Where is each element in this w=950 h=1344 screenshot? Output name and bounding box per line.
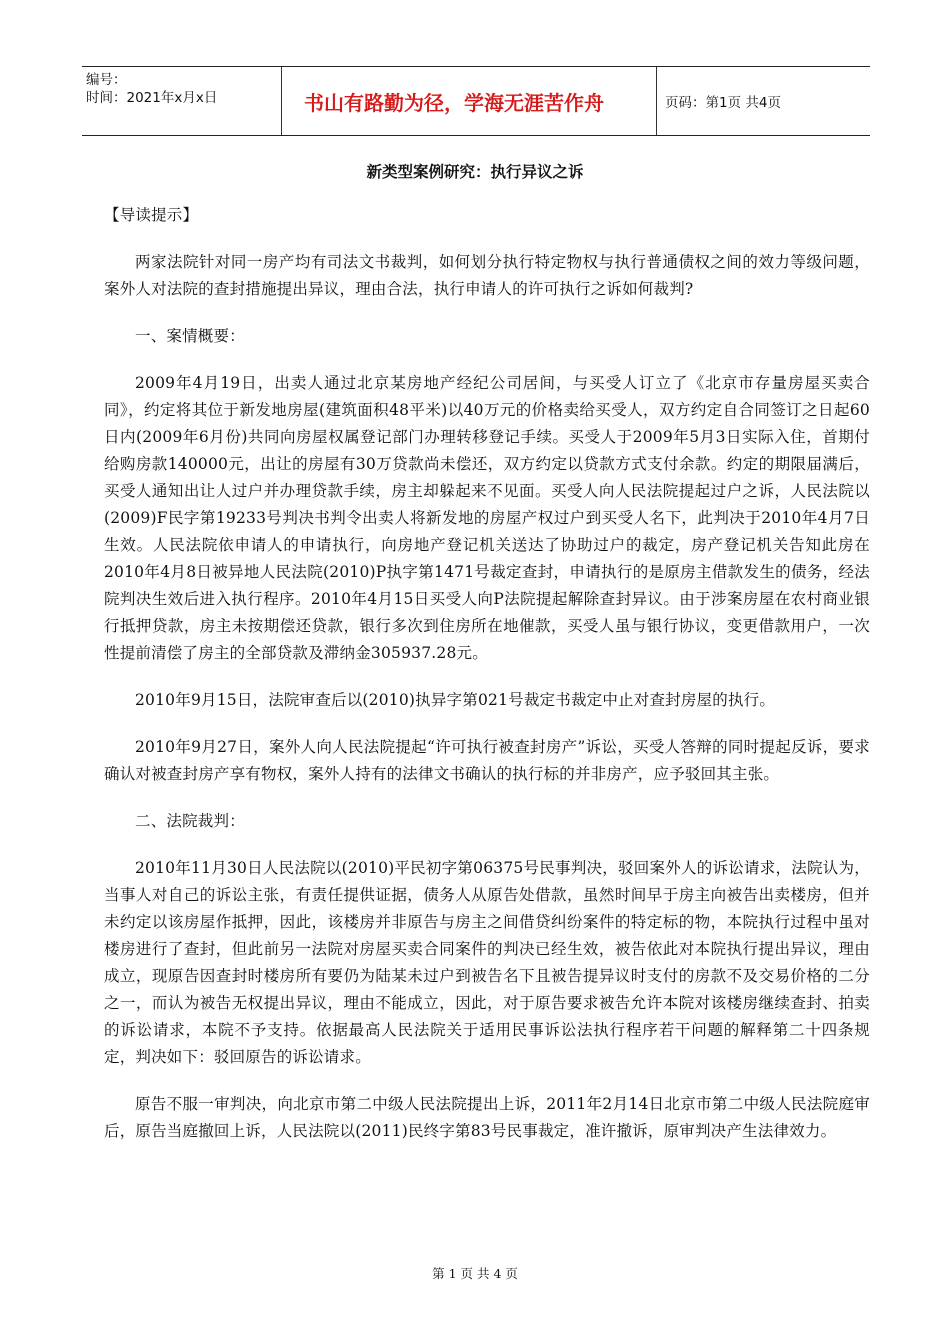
page-footer: 第 1 页 共 4 页 xyxy=(432,1266,518,1281)
document-number-label: 编号： xyxy=(86,72,127,88)
header-table xyxy=(82,66,870,136)
header-page-cell xyxy=(657,67,870,135)
header-motto: 书山有路勤为径，学海无涯苦作舟 xyxy=(304,90,604,115)
case-paragraph-1: 2009年4月19日，出卖人通过北京某房地产经纪公司居间，与买受人订立了《北京市存量房屋买卖合同》，约定将其位于新发地房屋(建筑面积48平米)以40万元的价格卖给买受人，双方约定自合同签订之日起60日内(2009年6月份)共同向房屋权属登记部门办理转移登记手续。买受人于2009年5月3日实际入住，首期付给购房款140000元，出让的房屋有30万贷款尚未偿还，双方约定以贷款方式支付余款。约定的期限届满后，买受人通知出让人过户并办理贷款手续，房主却躲起来不见面。买受人向人民法院提起过户之诉，人民法院以(2009)F民字第19233号判决书判令出卖人将新发地的房屋产权过户到买受人名下，此判决于2010年4月7日生效。人民法院依申请人的申请执行，向房地产登记机关送达了协助过户的裁定，房产登记机关告知此房在2010年4月8日被异地人民法院(2010)P执字第1471号裁定查封，申请执行的是原房主借款发生的债务，经法院判决生效后进入执行程序。2010年4月15日买受人向P法院提起解除查封异议。由于涉案房屋在农村商业银行抵押贷款，房主未按期偿还贷款，银行多次到住房所在地催款，买受人虽与银行协议，变更借款用户，一次性提前清偿了房主的全部贷款及滞纳金305937.28元。 xyxy=(104,374,870,662)
ruling-section-heading: 二、法院裁判： xyxy=(135,812,245,830)
case-paragraph-2: 2010年9月15日，法院审查后以(2010)执异字第021号裁定书裁定中止对查封房屋的执行。 xyxy=(135,691,776,709)
document-time-label: 时间：2021年x月x日 xyxy=(86,90,218,106)
case-section-heading: 一、案情概要： xyxy=(135,327,245,345)
lead-paragraph: 两家法院针对同一房产均有司法文书裁判，如何划分执行特定物权与执行普通债权之间的效力等级问题，案外人对法院的查封措施提出异议，理由合法，执行申请人的许可执行之诉如何裁判? xyxy=(104,253,870,298)
case-paragraph-3: 2010年9月27日，案外人向人民法院提起“许可执行被查封房产”诉讼，买受人答辩的同时提起反诉，要求确认对被查封房产享有物权，案外人持有的法律文书确认的执行标的并非房产，应予驳回其主张。 xyxy=(104,738,870,783)
ruling-paragraph-2: 原告不服一审判决，向北京市第二中级人民法院提出上诉，2011年2月14日北京市第二中级人民法院庭审后，原告当庭撤回上诉，人民法院以(2011)民终字第83号民事裁定，准许撤诉，原审判决产生法律效力。 xyxy=(104,1095,870,1140)
header-meta-cell xyxy=(82,67,282,135)
lead-heading: 【导读提示】 xyxy=(104,206,199,224)
ruling-paragraph-1: 2010年11月30日人民法院以(2010)平民初字第06375号民事判决，驳回案外人的诉讼请求，法院认为，当事人对自己的诉讼主张，有责任提供证据，债务人从原告处借款，虽然时间早于房主向被告出卖楼房，但并未约定以该房屋作抵押，因此，该楼房并非原告与房主之间借贷纠纷案件的特定标的物，本院执行过程中虽对楼房进行了查封，但此前另一法院对房屋买卖合同案件的判决已经生效，被告依此对本院执行提出异议，理由成立，现原告因查封时楼房所有要仍为陆某未过户到被告名下且被告提异议时支付的房款不及交易价格的二分之一，而认为被告无权提出异议，理由不能成立，因此，对于原告要求被告允许本院对该楼房继续查封、拍卖的诉讼请求，本院不予支持。依据最高人民法院关于适用民事诉讼法执行程序若干问题的解释第二十四条规定，判决如下：驳回原告的诉讼请求。 xyxy=(104,859,870,1066)
header-motto-cell xyxy=(282,67,657,135)
document-body xyxy=(104,202,870,1145)
header-page-info: 页码：第1页 共4页 xyxy=(665,95,781,111)
document-title: 新类型案例研究：执行异议之诉 xyxy=(366,163,584,181)
